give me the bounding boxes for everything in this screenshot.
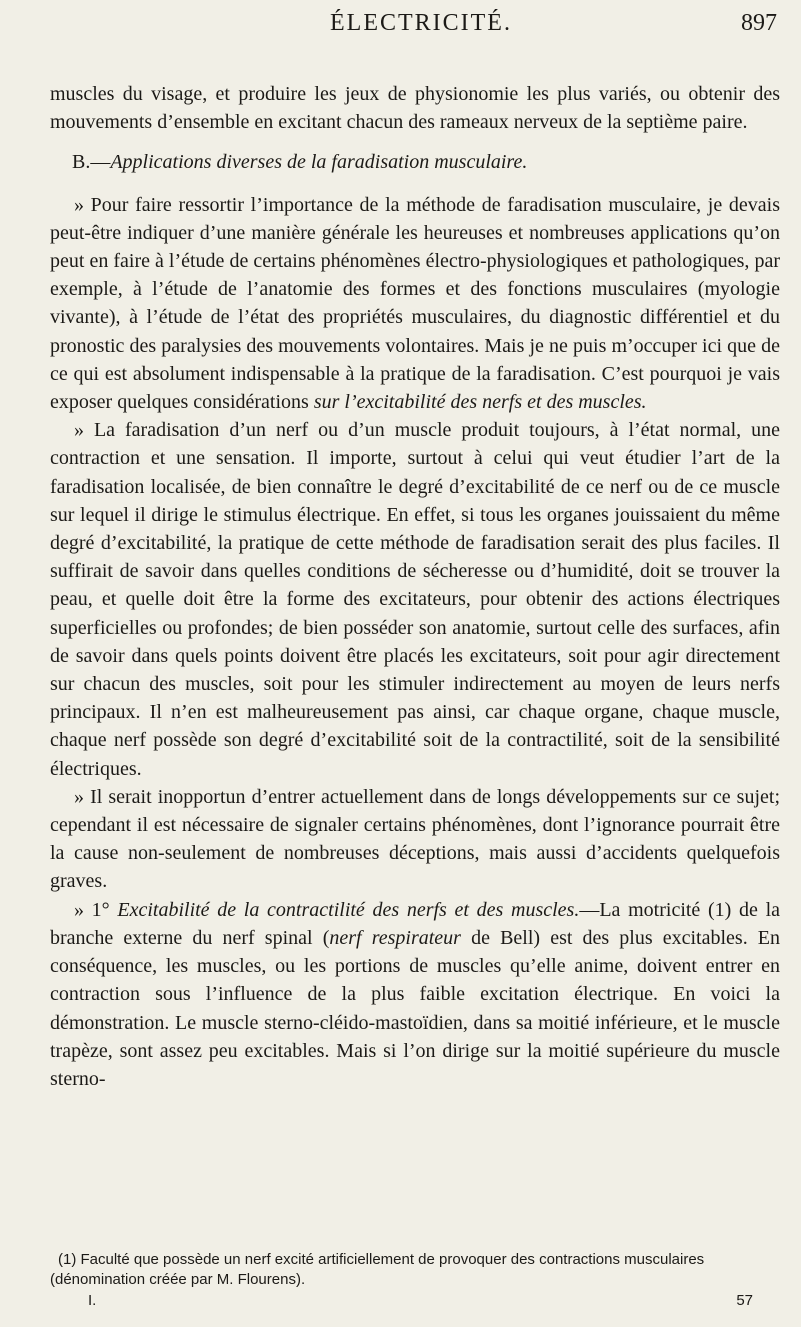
body-text [50, 80, 780, 1093]
page-number: 897 [741, 10, 777, 36]
signature-number: 57 [736, 1292, 753, 1309]
running-title: ÉLECTRICITÉ. [330, 10, 512, 36]
paragraph-importance [50, 191, 780, 417]
section-heading [50, 148, 780, 176]
footnote-text: (1) Faculté que possède un nerf excité artificiellement de provoquer des contractions musculaires (dénomination créée par M. Flourens). [50, 1251, 705, 1288]
paragraph-continuation: muscles du visage, et produire les jeux de physionomie les plus variés, ou obtenir des mouvements d’ensemble en excitant chacun des rameaux nerveux de la septième paire. [50, 83, 780, 134]
section-title: Applications diverses de la faradisation musculaire. [110, 151, 528, 174]
paren-open: ( [322, 926, 330, 949]
footnote-reference: (1) [708, 898, 732, 921]
inline-excitability: l’excitabilité des nerfs et des muscles. [344, 391, 647, 414]
footnote [50, 1250, 780, 1290]
paragraph-point-one-mid: de la branche externe du nerf spinal [50, 898, 781, 949]
paragraph-point-one [50, 896, 780, 1093]
section-prefix: B.— [72, 151, 111, 174]
paragraph-importance-text: » Pour faire ressortir l’importance de la méthode de faradisation musculaire, je devais peut-être indiquer d’une manière générale les heureuses et nombreuses applications qu’on peut en faire à l’étude de certains phénomènes électro-physiologiques et pathologiques, par exemple, à l’étude de l’anatomie des formes et des fonctions musculaires (myologie vivante), à l’étude de l’état des propriétés musculaires, du diagnostic différentiel et du pronostic des paralysies des mouvements volontaires. Mais je ne puis m’occuper ici que de ce qui est absolument indispensable à la pratique de la faradisation. C’est pourquoi je vais exposer quelques considérations [50, 193, 780, 414]
inline-de-bell: de Bell) [471, 926, 541, 949]
paragraph-point-one-rest: est des plus excitables. En conséquence, les muscles, ou les portions de muscles qu’elle anime, doivent entrer en contraction sous l’influence de la plus faible excitation électrique. En voici la démonstration. Le muscle sterno-cléido-mastoïdien, dans sa moitié inférieure, et le muscle trapèze, sont assez peu excitables. Mais si l’on dirige sur la moitié supérieure du muscle sterno- [50, 926, 781, 1090]
point-title: Excitabilité de la contractilité des nerfs et des muscles. [117, 898, 580, 921]
running-head [0, 8, 801, 48]
paragraph-faradisation: » La faradisation d’un nerf ou d’un muscle produit toujours, à l’état normal, une contraction et une sensation. Il importe, surtout à celui qui veut étudier l’art de la faradisation localisée, de bien connaître le degré d’excitabilité de ce nerf ou de ce muscle sur lequel il dirige le stimulus électrique. En effet, si tous les organes jouissaient du même degré d’excitabilité, la pratique de cette méthode de faradisation serait des plus faciles. Il suffirait de savoir dans quelles conditions de sécheresse ou d’humidité, doit se trouver la peau, et quelle doit être la forme des excitateurs, pour obtenir des actions électriques superficielles ou profondes; de bien posséder son anatomie, surtout celle des surfaces, afin de savoir dans quels points doivent être placés les excitateurs, soit pour agir directement sur chacun des muscles, soit pour les stimuler indirectement au moyen de leurs nerfs principaux. Il n’en est malheureusement pas ainsi, car chaque organe, chaque muscle, chaque nerf possède son degré d’excitabilité soit de la contractilité, soit de la sensibilité électriques. [50, 419, 780, 780]
paragraph-inopportun: » Il serait inopportun d’entrer actuellement dans de longs développements sur ce sujet; cependant il est nécessaire de signaler certains phénomènes, dont l’ignorance pourrait être la cause non-seulement de nombreuses déceptions, mais aussi d’accidents quelquefois graves. [50, 785, 780, 893]
point-prefix: » 1° [74, 898, 110, 921]
inline-sur: sur [313, 391, 340, 414]
inline-motricite: —La motricité [579, 898, 701, 921]
inline-nerf-respirateur: nerf respirateur [329, 926, 461, 949]
signature-mark: I. [88, 1292, 97, 1309]
